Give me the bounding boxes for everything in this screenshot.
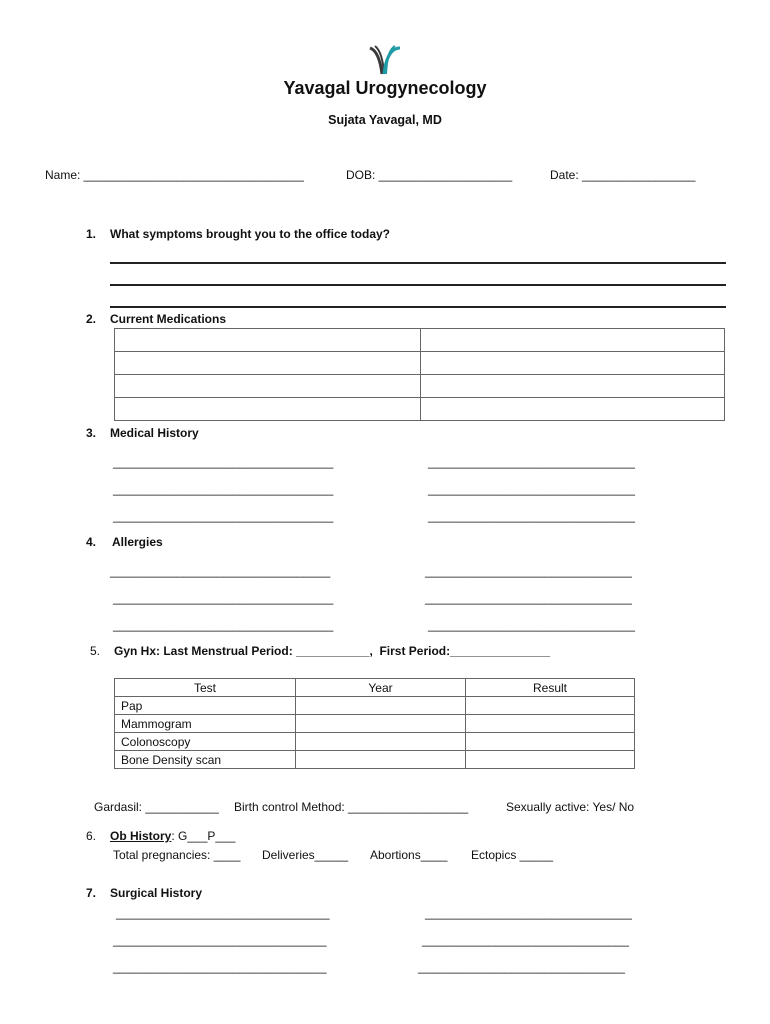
table-row — [115, 697, 635, 715]
medication-cell[interactable] — [421, 398, 725, 421]
year-cell[interactable] — [296, 715, 466, 733]
surgical-history-line[interactable]: ________________________________ — [116, 906, 330, 920]
allergies-line[interactable]: _______________________________ — [428, 618, 635, 632]
medical-history-line[interactable]: _________________________________ — [113, 455, 334, 469]
result-cell[interactable] — [466, 751, 635, 769]
medication-cell[interactable] — [115, 375, 421, 398]
test-name: Mammogram — [115, 715, 296, 733]
gyn-tests-table — [114, 678, 635, 769]
q5-number: 5. — [90, 644, 101, 658]
q1-number: 1. — [86, 227, 97, 241]
surgical-history-line[interactable]: ________________________________ — [113, 960, 327, 974]
ob-history[interactable] — [110, 829, 235, 843]
medical-history-line[interactable]: _________________________________ — [113, 509, 334, 523]
surgical-history-line[interactable]: _______________________________ — [418, 960, 625, 974]
allergies-line[interactable]: _______________________________ — [425, 564, 632, 578]
sexually-active-field[interactable]: Sexually active: Yes/ No — [506, 800, 635, 814]
column-header-test: Test — [115, 679, 296, 697]
q1-answer-line-1[interactable] — [110, 262, 726, 264]
q4-number: 4. — [86, 535, 97, 549]
year-cell[interactable] — [296, 751, 466, 769]
q1-answer-line-2[interactable] — [110, 284, 726, 286]
year-cell[interactable] — [296, 733, 466, 751]
result-cell[interactable] — [466, 697, 635, 715]
q3-heading: Medical History — [110, 426, 199, 440]
medications-table — [114, 328, 725, 421]
q7-heading: Surgical History — [110, 886, 203, 900]
table-row — [115, 715, 635, 733]
table-row — [115, 329, 725, 352]
allergies-line[interactable]: _______________________________ — [425, 591, 632, 605]
date-field[interactable]: Date: _________________ — [550, 168, 696, 182]
table-row — [115, 751, 635, 769]
surgical-history-line[interactable]: _______________________________ — [422, 933, 629, 947]
column-header-result: Result — [466, 679, 635, 697]
medical-history-line[interactable]: _______________________________ — [428, 482, 635, 496]
medication-cell[interactable] — [421, 352, 725, 375]
deliveries-field[interactable]: Deliveries_____ — [262, 848, 349, 862]
name-field[interactable]: Name: _________________________________ — [45, 168, 304, 182]
birth-control-field[interactable]: Birth control Method: __________________ — [234, 800, 469, 814]
test-name: Pap — [115, 697, 296, 715]
table-row — [115, 352, 725, 375]
q2-number: 2. — [86, 312, 97, 326]
result-cell[interactable] — [466, 733, 635, 751]
allergies-line[interactable]: _________________________________ — [113, 618, 334, 632]
result-cell[interactable] — [466, 715, 635, 733]
q5-gyn-history[interactable]: Gyn Hx: Last Menstrual Period: ___________, First Period:_______________ — [114, 644, 551, 658]
page-title: Yavagal Urogynecology — [283, 78, 487, 98]
q1-answer-line-3[interactable] — [110, 306, 726, 308]
table-header-row — [115, 679, 635, 697]
ob-history-gp[interactable]: : G___P___ — [171, 829, 236, 843]
medication-cell[interactable] — [421, 375, 725, 398]
ob-history-label: Ob History — [110, 829, 172, 843]
ectopics-field[interactable]: Ectopics _____ — [471, 848, 554, 862]
column-header-year: Year — [296, 679, 466, 697]
medication-cell[interactable] — [115, 398, 421, 421]
logo-icon — [368, 44, 402, 76]
allergies-line[interactable]: _________________________________ — [113, 591, 334, 605]
medication-cell[interactable] — [421, 329, 725, 352]
q7-number: 7. — [86, 886, 97, 900]
q4-heading: Allergies — [112, 535, 163, 549]
medication-cell[interactable] — [115, 352, 421, 375]
medical-history-line[interactable]: _______________________________ — [428, 509, 635, 523]
test-name: Colonoscopy — [115, 733, 296, 751]
abortions-field[interactable]: Abortions____ — [370, 848, 448, 862]
table-row — [115, 398, 725, 421]
q1-question: What symptoms brought you to the office today? — [110, 227, 390, 241]
medication-cell[interactable] — [115, 329, 421, 352]
table-row — [115, 733, 635, 751]
surgical-history-line[interactable]: ________________________________ — [113, 933, 327, 947]
q2-heading: Current Medications — [110, 312, 227, 326]
q6-number: 6. — [86, 829, 97, 843]
total-pregnancies-field[interactable]: Total pregnancies: ____ — [113, 848, 241, 862]
medical-history-line[interactable]: _______________________________ — [428, 455, 635, 469]
year-cell[interactable] — [296, 697, 466, 715]
dob-field[interactable]: DOB: ____________________ — [346, 168, 513, 182]
allergies-line[interactable]: _________________________________ — [110, 564, 331, 578]
gardasil-field[interactable]: Gardasil: ___________ — [94, 800, 219, 814]
test-name: Bone Density scan — [115, 751, 296, 769]
table-row — [115, 375, 725, 398]
q3-number: 3. — [86, 426, 97, 440]
surgical-history-line[interactable]: _______________________________ — [425, 906, 632, 920]
page-subtitle: Sujata Yavagal, MD — [328, 113, 442, 127]
medical-history-line[interactable]: _________________________________ — [113, 482, 334, 496]
